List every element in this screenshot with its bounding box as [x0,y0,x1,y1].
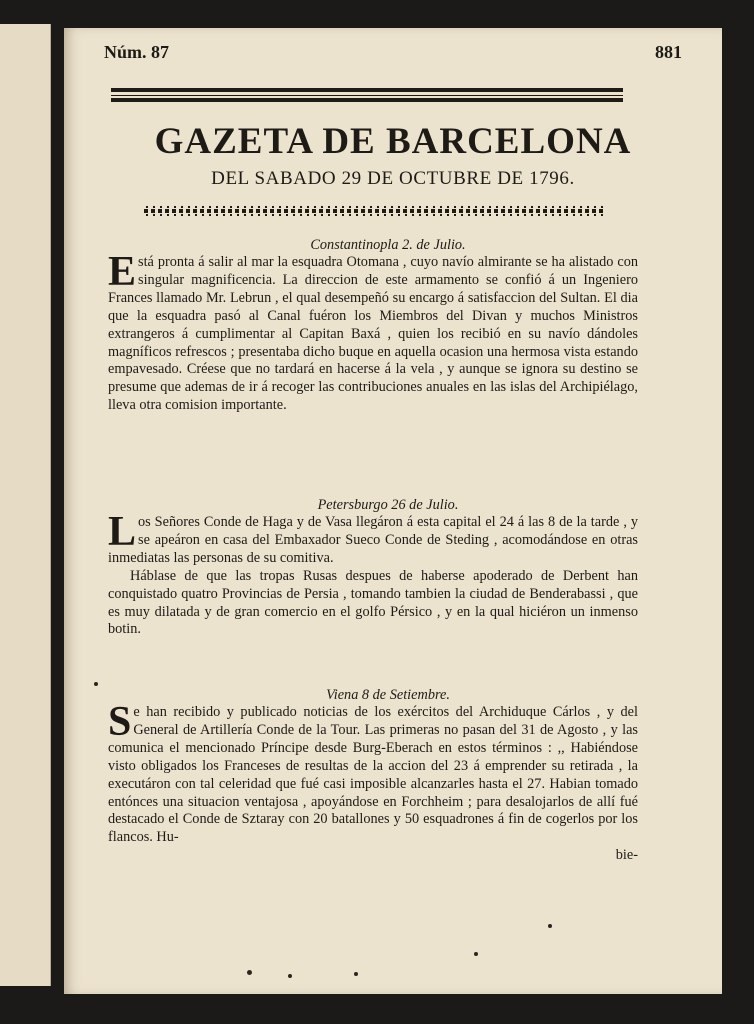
dispatch-heading: Constantinopla 2. de Julio. [310,237,466,253]
catchword: bie- [615,847,638,864]
dispatch-heading: Viena 8 de Setiembre. [326,687,450,703]
masthead-rule-bottom [111,98,623,102]
newspaper-page [64,28,722,994]
dateline: DEL SABADO 29 DE OCTUBRE DE 1796. [211,168,575,189]
page-header [104,42,682,66]
ornamental-divider [144,206,606,216]
paper-speck [288,974,292,978]
facing-page-edge [0,24,51,986]
masthead-rule-top [111,88,623,92]
issue-number: Núm. 87 [104,42,170,62]
dispatch-viena [108,686,638,865]
paper-speck [548,924,552,928]
dispatch-constantinopla [108,236,638,415]
dispatch-text: os Señores Conde de Haga y de Vasa llegáron á esta capital el 24 á las 8 de la tarde , y se apeáron en casa del Embaxador Sueco Conde de Steding , acomodándose en otras inmediatas las personas de su comitiva. [108,514,638,566]
drop-cap: E [108,249,137,295]
dispatch-body [108,699,638,847]
dispatch-body [108,509,638,568]
paper-speck [354,972,358,976]
paper-speck [94,682,98,686]
paper-speck [474,952,478,956]
dispatch-paragraph: Háblase de que las tropas Rusas despues de haberse apoderado de Derbent han conquistado quatro Provincias de Persia , tomando tambien la ciudad de Benderabassi , que es muy dilatada y de gran comercio en el golfo Pérsico , y en la qual hiciéron un inmenso botin. [108,567,638,638]
drop-cap: S [108,699,132,745]
dispatch-petersburgo [108,496,638,639]
paper-speck [247,970,252,975]
drop-cap: L [108,509,137,555]
masthead-title: GAZETA DE BARCELONA [154,121,632,162]
dispatch-text: stá pronta á salir al mar la esquadra Otomana , cuyo navío almirante se ha alistado con singular magnificencia. La direccion de este armamento se confió á un Ingeniero Frances llamado Mr. Lebrun , el qual desempeñó su encargo á satisfaccion del Sultan. El dia que la esquadra pasó al Canal fuéron los Miembros del Divan y muchos Ministros extrangeros á cumplimentar al Capitan Baxá , quien los recibió en su navío dándoles magníficos refrescos ; presentaba dicho buque en aquella ocasion una hermosa vista estando empavesado. Créese que no tardará en hacerse á la vela , y aunque se ignora su destino se presume que ademas de ir á recoger las contribuciones anuales en las islas del Archipiélago, lleva otra comision importante. [108,254,638,414]
page-number: 881 [655,42,682,62]
dispatch-body [108,249,638,415]
masthead-rule-middle [111,95,623,96]
dispatch-text: e han recibido y publicado noticias de los exércitos del Archiduque Cárlos , y del General de Artillería Conde de la Tour. Las primeras no pasan del 31 de Agosto , y las comunica el mencionado Príncipe desde Burg-Eberach en estos términos : ,, Habiéndose visto obligados los Franceses de resultas de la accion del 23 á emprender su retirada , la executáron con tal celeridad que fué casi imposible alcanzarles hasta el 27. Habian tomado entónces una situacion ventajosa , apoyándose en Forchheim ; para desalojarlos de allí fué destacado el Conde de Sztaray con 20 batallones y 50 esquadrones á fin de cogerlos por los flancos. Hu- [108,704,638,846]
catchword-line [108,847,638,865]
dispatch-heading: Petersburgo 26 de Julio. [317,497,459,513]
